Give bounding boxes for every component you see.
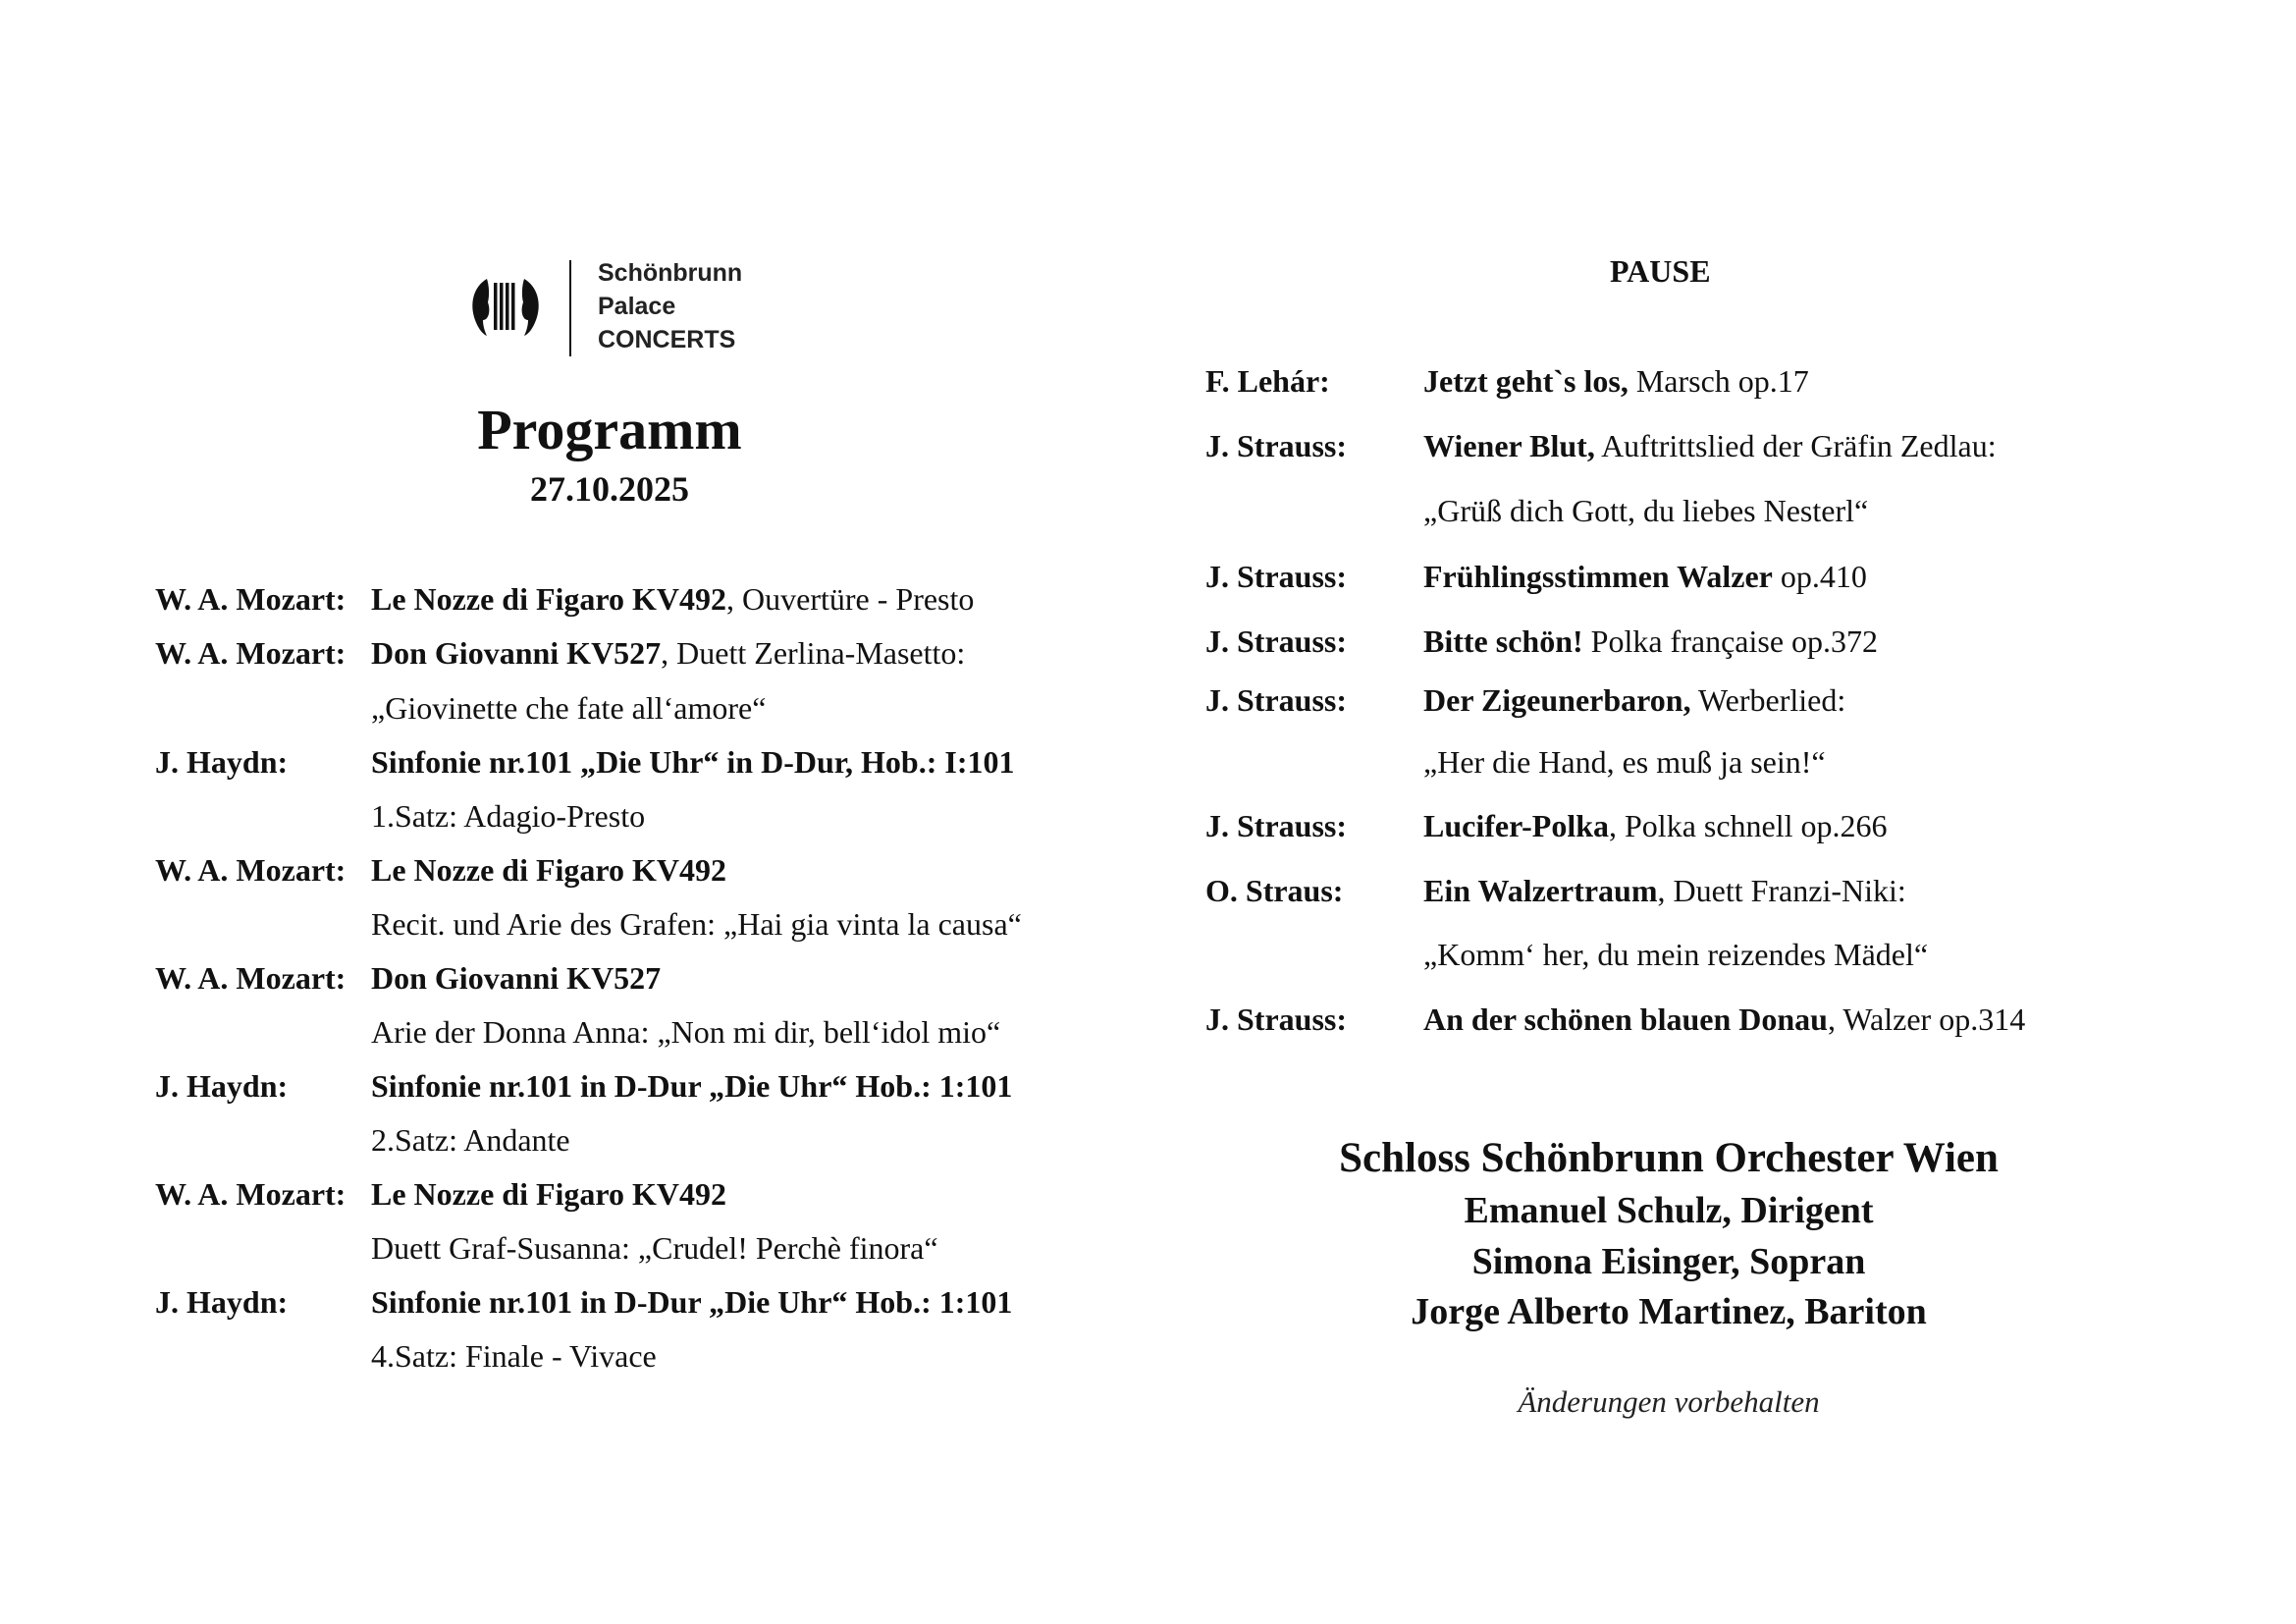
work-detail: 2.Satz: Andante [371,1122,570,1158]
logo-text-line2: Palace [598,293,676,320]
program-entry [1423,1001,2025,1038]
program-entry [371,852,726,889]
program-entry [1423,937,1928,973]
program-entry [371,1176,726,1213]
work-detail: „Giovinette che fate all‘amore“ [371,690,767,726]
work-detail: Polka française op.372 [1582,623,1879,659]
logo-divider [569,260,571,356]
program-entry [371,1122,570,1159]
work-title: Le Nozze di Figaro KV492 [371,852,727,888]
program-entry [371,1284,1012,1321]
composer-name: J. Strauss: [1205,808,1348,843]
work-detail: Auftrittslied der Gräfin Zedlau: [1594,428,1997,463]
pause-label: PAUSE [1610,253,1711,289]
program-entry [371,1338,657,1375]
program-entry [1423,493,1868,529]
work-title: Le Nozze di Figaro KV492 [371,581,727,617]
composer-name: J. Strauss: [1205,682,1348,718]
work-title: Bitte schön! [1423,623,1583,659]
page-title: Programm [477,398,742,461]
work-detail: „Her die Hand, es muß ja sein!“ [1423,744,1826,780]
work-title: Wiener Blut, [1423,428,1595,463]
work-title: Der Zigeunerbaron, [1423,682,1691,718]
composer-name: J. Haydn: [155,1068,289,1104]
soprano-credit: Simona Eisinger, Sopran [1471,1241,1866,1282]
work-detail: , Duett Zerlina-Masetto: [661,635,966,671]
composer-name: W. A. Mozart: [155,635,347,671]
orchestra-logo-icon [469,277,542,338]
composer-name: J. Strauss: [1205,428,1348,463]
program-entry [371,1230,938,1267]
program-entry [371,1014,1000,1051]
work-detail: 1.Satz: Adagio-Presto [371,798,646,834]
work-detail: , Polka schnell op.266 [1609,808,1888,843]
program-entry [1423,873,1906,909]
work-title: Frühlingsstimmen Walzer [1423,559,1773,594]
composer-name: W. A. Mozart: [155,1176,347,1212]
program-entry [1423,363,1809,400]
logo-text-line1: Schönbrunn [598,259,743,287]
work-detail: op.410 [1772,559,1867,594]
composer-name: W. A. Mozart: [155,960,347,996]
program-entry [371,581,974,618]
composer-name: J. Strauss: [1205,559,1348,594]
composer-name: J. Haydn: [155,744,289,780]
work-detail: , Walzer op.314 [1827,1001,2026,1037]
composer-name: O. Straus: [1205,873,1344,908]
composer-name: W. A. Mozart: [155,581,347,617]
work-detail: , Duett Franzi-Niki: [1657,873,1906,908]
work-title: Sinfonie nr.101 „Die Uhr“ in D-Dur, Hob.: I:101 [371,744,1015,780]
work-title: Le Nozze di Figaro KV492 [371,1176,727,1212]
work-detail: Duett Graf-Susanna: „Crudel! Perchè finora“ [371,1230,938,1266]
composer-name: F. Lehár: [1205,363,1330,399]
work-title: Don Giovanni KV527 [371,960,662,996]
work-title: Jetzt geht`s los, [1423,363,1629,399]
work-detail: , Ouvertüre - Presto [726,581,975,617]
program-entry [371,798,645,835]
composer-name: J. Strauss: [1205,1001,1348,1037]
program-entry [1423,682,1845,719]
composer-name: J. Haydn: [155,1284,289,1320]
baritone-credit: Jorge Alberto Martinez, Bariton [1411,1291,1927,1332]
program-entry [371,635,965,672]
program-entry [371,906,1022,943]
work-title: Sinfonie nr.101 in D-Dur „Die Uhr“ Hob.: 1:101 [371,1284,1013,1320]
program-date: 27.10.2025 [530,469,689,509]
composer-name: W. A. Mozart: [155,852,347,888]
work-title: Lucifer-Polka [1423,808,1609,843]
work-detail: Marsch op.17 [1628,363,1809,399]
disclaimer: Änderungen vorbehalten [1518,1384,1820,1419]
logo-text-line3: CONCERTS [598,326,736,353]
work-title: An der schönen blauen Donau [1423,1001,1828,1037]
work-title: Ein Walzertraum [1423,873,1658,908]
work-detail: Arie der Donna Anna: „Non mi dir, bell‘idol mio“ [371,1014,1001,1050]
program-entry [1423,808,1888,844]
orchestra-name: Schloss Schönbrunn Orchester Wien [1339,1135,1999,1181]
program-entry [1423,623,1878,660]
program-entry [1423,428,1997,464]
program-entry [371,744,1014,781]
composer-name: J. Strauss: [1205,623,1348,659]
program-entry [371,960,661,997]
work-title: Sinfonie nr.101 in D-Dur „Die Uhr“ Hob.: 1:101 [371,1068,1013,1104]
program-entry [1423,744,1826,781]
work-detail: Werberlied: [1690,682,1846,718]
program-entry [371,690,766,727]
work-detail: Recit. und Arie des Grafen: „Hai gia vinta la causa“ [371,906,1022,942]
work-detail: 4.Satz: Finale - Vivace [371,1338,657,1374]
program-entry [371,1068,1012,1105]
work-title: Don Giovanni KV527 [371,635,662,671]
work-detail: „Komm‘ her, du mein reizendes Mädel“ [1423,937,1929,972]
conductor-credit: Emanuel Schulz, Dirigent [1464,1190,1874,1231]
program-entry [1423,559,1867,595]
work-detail: „Grüß dich Gott, du liebes Nesterl“ [1423,493,1869,528]
